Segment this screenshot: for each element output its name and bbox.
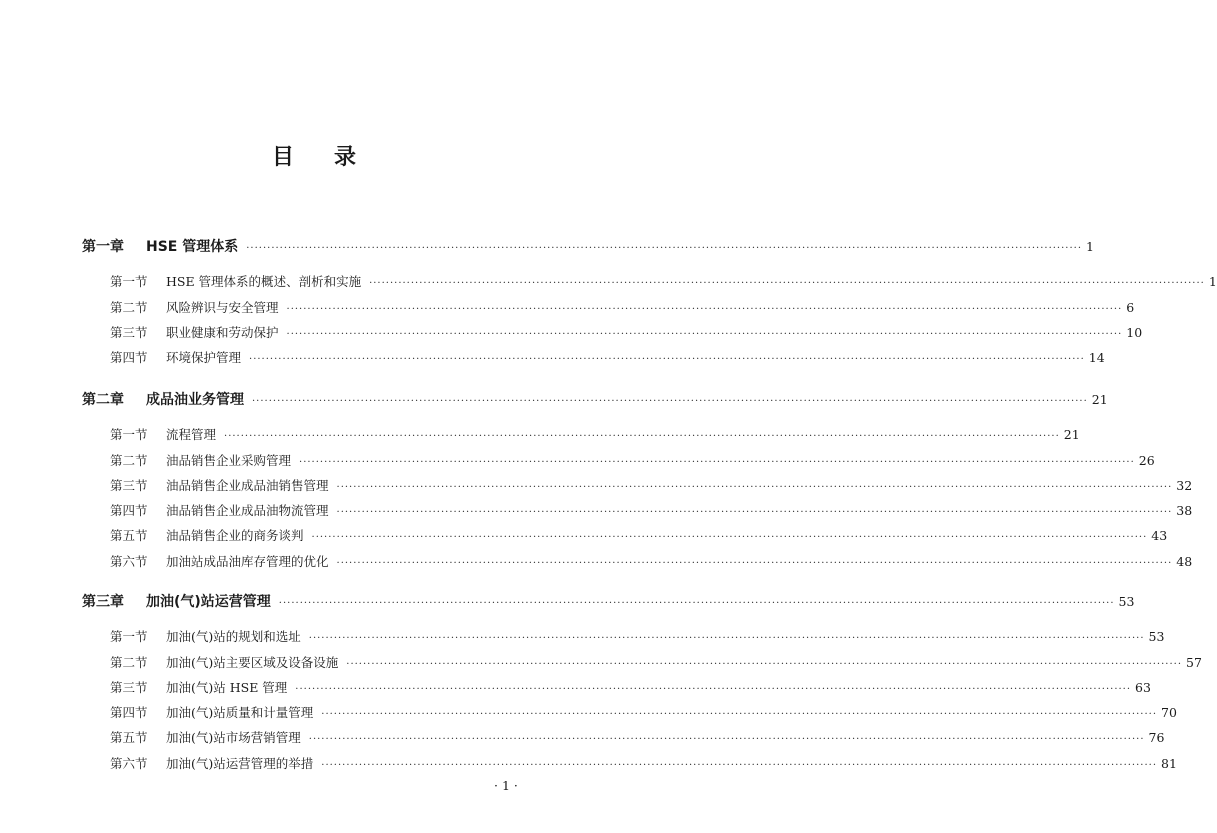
toc-section-row[interactable] — [110, 323, 1143, 341]
toc-entry-number: 第三节 — [110, 325, 148, 340]
toc-entry-page: 1 — [1086, 239, 1094, 254]
toc-entry-number: 第五节 — [110, 730, 148, 745]
toc-section-row[interactable] — [110, 754, 1177, 772]
toc-entry-number: 第四节 — [110, 503, 148, 518]
toc-entry-page: 57 — [1186, 655, 1202, 670]
dot-leader: ········································································································································································································ — [299, 457, 1135, 468]
page-title — [0, 140, 628, 171]
toc-entry-number: 第三节 — [110, 478, 148, 493]
dot-leader: ········································································································································································································ — [369, 278, 1205, 289]
toc-section-row[interactable] — [110, 425, 1080, 443]
dot-leader: ········································································································································································································ — [311, 532, 1148, 543]
toc-entry-number: 第一节 — [110, 427, 148, 442]
toc-section-row[interactable] — [110, 526, 1168, 544]
dot-leader: ········································································································································································································ — [321, 709, 1158, 720]
toc-entry-page: 14 — [1088, 350, 1105, 365]
toc-section-row[interactable] — [110, 451, 1155, 469]
toc-entry-number: 第六节 — [110, 554, 148, 569]
dot-leader: ········································································································································································································ — [321, 760, 1158, 771]
dot-leader: ········································································································································································································ — [295, 684, 1132, 695]
toc-entry-title: 油品销售企业成品油物流管理 — [166, 503, 329, 518]
toc-entry-page: 48 — [1176, 554, 1193, 569]
toc-entry-page: 21 — [1063, 427, 1080, 442]
toc-entry-number: 第三节 — [110, 680, 148, 695]
toc-entry-page: 6 — [1126, 300, 1135, 315]
dot-leader: ········································································································································································································ — [249, 354, 1085, 365]
toc-chapter-row[interactable] — [82, 591, 1135, 611]
toc-entry-title: HSE 管理体系的概述、剖析和实施 — [166, 274, 362, 289]
dot-leader: ········································································································································································································ — [252, 396, 1088, 407]
dot-leader: ········································································································································································································ — [308, 633, 1145, 644]
page-number: · 1 · — [494, 778, 518, 793]
toc-section-row[interactable] — [110, 476, 1193, 494]
dot-leader: ········································································································································································································ — [336, 507, 1173, 518]
toc-entry-title: 风险辨识与安全管理 — [166, 300, 279, 315]
toc-section-row[interactable] — [110, 728, 1165, 746]
title-char-2: 录 — [334, 145, 357, 170]
toc-section-row[interactable] — [110, 552, 1193, 570]
dot-leader: ········································································································································································································ — [308, 734, 1145, 745]
dot-leader: ········································································································································································································ — [336, 558, 1173, 569]
toc-section-row[interactable] — [110, 501, 1193, 519]
toc-entry-title: 加油(气)站质量和计量管理 — [166, 705, 314, 720]
title-char-1: 目 — [271, 145, 294, 170]
dot-leader: ········································································································································································································ — [278, 598, 1115, 609]
toc-section-row[interactable] — [110, 348, 1105, 366]
toc-entry-title: HSE 管理体系 — [146, 239, 239, 255]
toc-entry-page: 53 — [1148, 629, 1165, 644]
toc-entry-title: 油品销售企业成品油销售管理 — [166, 478, 329, 493]
toc-entry-title: 环境保护管理 — [166, 350, 242, 365]
toc-section-row[interactable] — [110, 703, 1177, 721]
toc-entry-title: 成品油业务管理 — [146, 392, 244, 408]
toc-section-row[interactable] — [110, 627, 1165, 645]
toc-entry-number: 第五节 — [110, 528, 148, 543]
dot-leader: ········································································································································································································ — [246, 243, 1082, 254]
toc-entry-page: 1 — [1208, 274, 1217, 289]
toc-entry-page: 76 — [1148, 730, 1165, 745]
toc-entry-page: 53 — [1118, 594, 1135, 609]
toc-entry-title: 加油(气)站的规划和选址 — [166, 629, 301, 644]
toc-entry-page: 21 — [1091, 392, 1108, 407]
toc-entry-number: 第四节 — [110, 705, 148, 720]
toc-entry-number: 第一节 — [110, 629, 148, 644]
toc-entry-page: 32 — [1176, 478, 1193, 493]
toc-entry-number: 第二章 — [82, 392, 124, 408]
toc-entry-page: 81 — [1161, 756, 1177, 771]
toc-entry-title: 加油(气)站运营管理 — [146, 594, 271, 610]
toc-entry-title: 加油(气)站运营管理的举措 — [166, 756, 314, 771]
dot-leader: ········································································································································································································ — [286, 329, 1123, 340]
dot-leader: ········································································································································································································ — [346, 659, 1183, 670]
toc-entry-number: 第二节 — [110, 300, 148, 315]
toc-entry-title: 加油(气)站主要区域及设备设施 — [166, 655, 339, 670]
toc-entry-title: 油品销售企业的商务谈判 — [166, 528, 304, 543]
toc-entry-page: 10 — [1126, 325, 1143, 340]
toc-chapter-row[interactable] — [82, 389, 1108, 409]
dot-leader: ········································································································································································································ — [286, 304, 1123, 315]
toc-section-row[interactable] — [110, 678, 1151, 696]
toc-entry-page: 63 — [1135, 680, 1151, 695]
toc-entry-number: 第六节 — [110, 756, 148, 771]
toc-entry-page: 26 — [1138, 453, 1155, 468]
toc-entry-number: 第四节 — [110, 350, 148, 365]
toc-entry-title: 油品销售企业采购管理 — [166, 453, 292, 468]
dot-leader: ········································································································································································································ — [224, 431, 1060, 442]
dot-leader: ········································································································································································································ — [336, 482, 1173, 493]
toc-chapter-row[interactable] — [82, 236, 1094, 256]
toc-entry-title: 流程管理 — [166, 427, 217, 442]
toc-entry-number: 第一节 — [110, 274, 148, 289]
toc-section-row[interactable] — [110, 272, 1217, 290]
toc-entry-title: 加油(气)站市场营销管理 — [166, 730, 301, 745]
toc-entry-number: 第一章 — [82, 239, 124, 255]
toc-entry-page: 70 — [1161, 705, 1177, 720]
toc-entry-title: 职业健康和劳动保护 — [166, 325, 279, 340]
toc-section-row[interactable] — [110, 653, 1202, 671]
toc-entry-number: 第二节 — [110, 655, 148, 670]
toc-entry-title: 加油站成品油库存管理的优化 — [166, 554, 329, 569]
toc-section-row[interactable] — [110, 298, 1135, 316]
toc-entry-number: 第三章 — [82, 594, 124, 610]
toc-entry-title: 加油(气)站 HSE 管理 — [166, 680, 288, 695]
toc-entry-page: 38 — [1176, 503, 1193, 518]
toc-entry-number: 第二节 — [110, 453, 148, 468]
toc-entry-page: 43 — [1151, 528, 1168, 543]
